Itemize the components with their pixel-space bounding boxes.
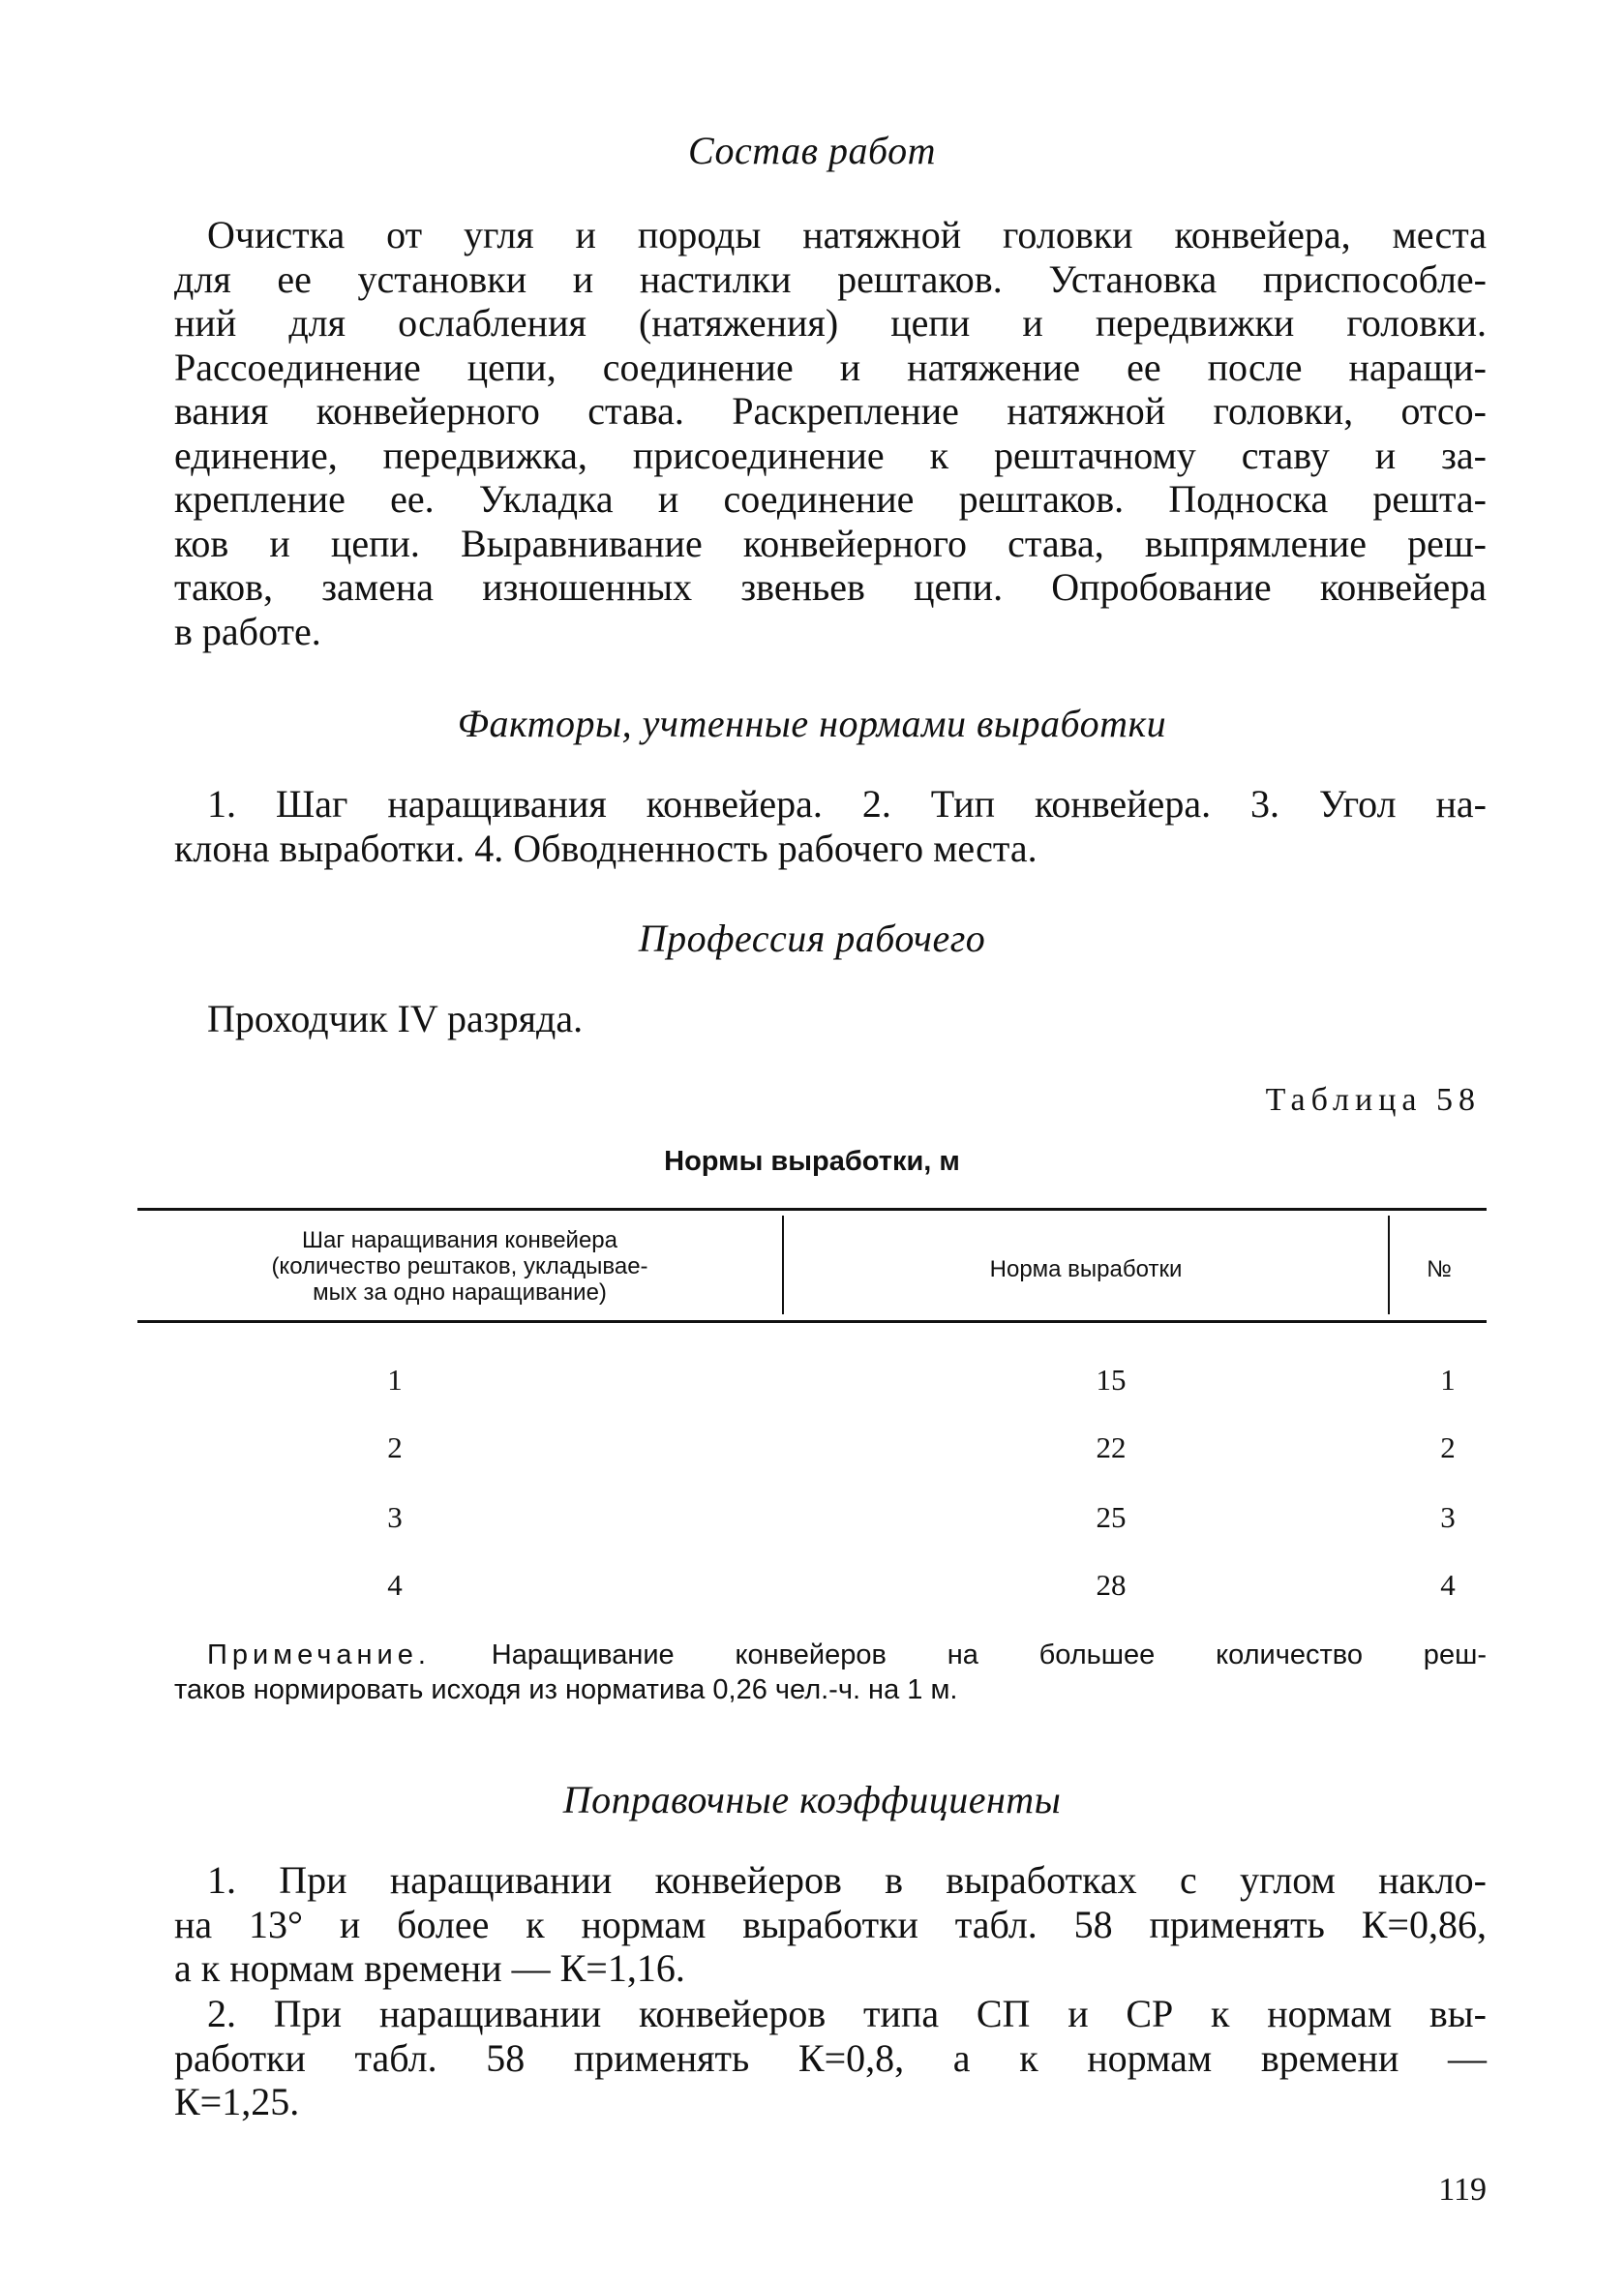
text-line: 1. Шаг наращивания конвейера. 2. Тип конвейера. 3. Угол на- <box>207 782 1487 826</box>
text-line: для ее установки и настилки рештаков. Установка приспособле- <box>174 256 1487 301</box>
table-cell-norm: 22 <box>1096 1430 1127 1464</box>
table-title: Нормы выработки, м <box>664 1146 960 1177</box>
table-top-rule <box>137 1208 1487 1211</box>
table-cell-number: 4 <box>1440 1568 1456 1602</box>
table-cell-step: 1 <box>387 1363 403 1397</box>
text-line: К=1,25. <box>174 2080 300 2123</box>
note-label: Примечание. <box>207 1639 431 1670</box>
table-cell-step: 3 <box>387 1500 403 1534</box>
profession-paragraph <box>174 997 1487 1041</box>
text-line: а к нормам времени — К=1,16. <box>174 1946 685 1990</box>
table-cell-norm: 15 <box>1096 1363 1127 1397</box>
note-text: Наращивание конвейеров на большее количество реш- <box>491 1639 1487 1670</box>
table-cell-step: 2 <box>387 1430 403 1464</box>
note-line: таков нормировать исходя из норматива 0,26 чел.-ч. на 1 м. <box>174 1674 958 1705</box>
factors-paragraph <box>174 782 1487 870</box>
table-column-divider <box>1388 1216 1390 1314</box>
heading-factors: Факторы, учтенные нормами выработки <box>457 702 1167 745</box>
heading-coefficients: Поправочные коэффициенты <box>562 1778 1062 1821</box>
text-line: вания конвейерного става. Раскрепление натяжной головки, отсо- <box>174 389 1487 433</box>
table-cell-number: 1 <box>1440 1363 1456 1397</box>
table-cell-norm: 25 <box>1096 1500 1127 1534</box>
table-cell-number: 3 <box>1440 1500 1456 1534</box>
table-column-divider <box>782 1216 784 1314</box>
table-header-number: № <box>1427 1256 1452 1282</box>
text-line: 2. При наращивании конвейеров типа СП и СР к нормам вы- <box>207 1992 1487 2035</box>
table-cell-number: 2 <box>1440 1430 1456 1464</box>
text-line: Очистка от угля и породы натяжной головки конвейера, места <box>207 213 1487 256</box>
page-number: 119 <box>1438 2172 1487 2208</box>
header-line: мых за одно наращивание) <box>313 1279 607 1306</box>
header-line: (количество рештаков, укладывае- <box>271 1253 648 1279</box>
text-line: на 13° и более к нормам выработки табл. 58 применять К=0,86, <box>174 1902 1487 1946</box>
text-line: единение, передвижка, присоединение к рештачному ставу и за- <box>174 433 1487 477</box>
heading-profession: Профессия рабочего <box>638 917 986 960</box>
table-cell-step: 4 <box>387 1568 403 1602</box>
table-number: Таблица 58 <box>1265 1082 1481 1118</box>
text-line: 1. При наращивании конвейеров в выработках с углом накло- <box>207 1858 1487 1902</box>
profession-text: Проходчик IV разряда. <box>207 997 584 1040</box>
text-line: ний для ослабления (натяжения) цепи и передвижки головки. <box>174 301 1487 345</box>
text-line: таков, замена изношенных звеньев цепи. Опробование конвейера <box>174 565 1487 609</box>
text-line: ков и цепи. Выравнивание конвейерного става, выпрямление реш- <box>174 521 1487 565</box>
text-line: работки табл. 58 применять К=0,8, а к нормам времени — <box>174 2035 1487 2080</box>
table-note <box>174 1638 1487 1707</box>
table-cell-norm: 28 <box>1096 1568 1127 1602</box>
text-line: крепление ее. Укладка и соединение рештаков. Подноска решта- <box>174 477 1487 521</box>
text-line: в работе. <box>174 609 321 653</box>
heading-work-composition: Состав работ <box>688 129 936 172</box>
coefficients-item-2 <box>174 1992 1487 2124</box>
work-composition-paragraph <box>174 213 1487 653</box>
table-header-rule <box>137 1320 1487 1323</box>
text-line: Рассоединение цепи, соединение и натяжение ее после наращи- <box>174 345 1487 389</box>
coefficients-item-1 <box>174 1858 1487 1991</box>
note-line <box>174 1638 1487 1672</box>
text-line: клона выработки. 4. Обводненность рабочего места. <box>174 826 1038 870</box>
table-header-norm: Норма выработки <box>989 1256 1183 1282</box>
table-header-step <box>145 1227 774 1306</box>
header-line: Шаг наращивания конвейера <box>301 1227 617 1253</box>
